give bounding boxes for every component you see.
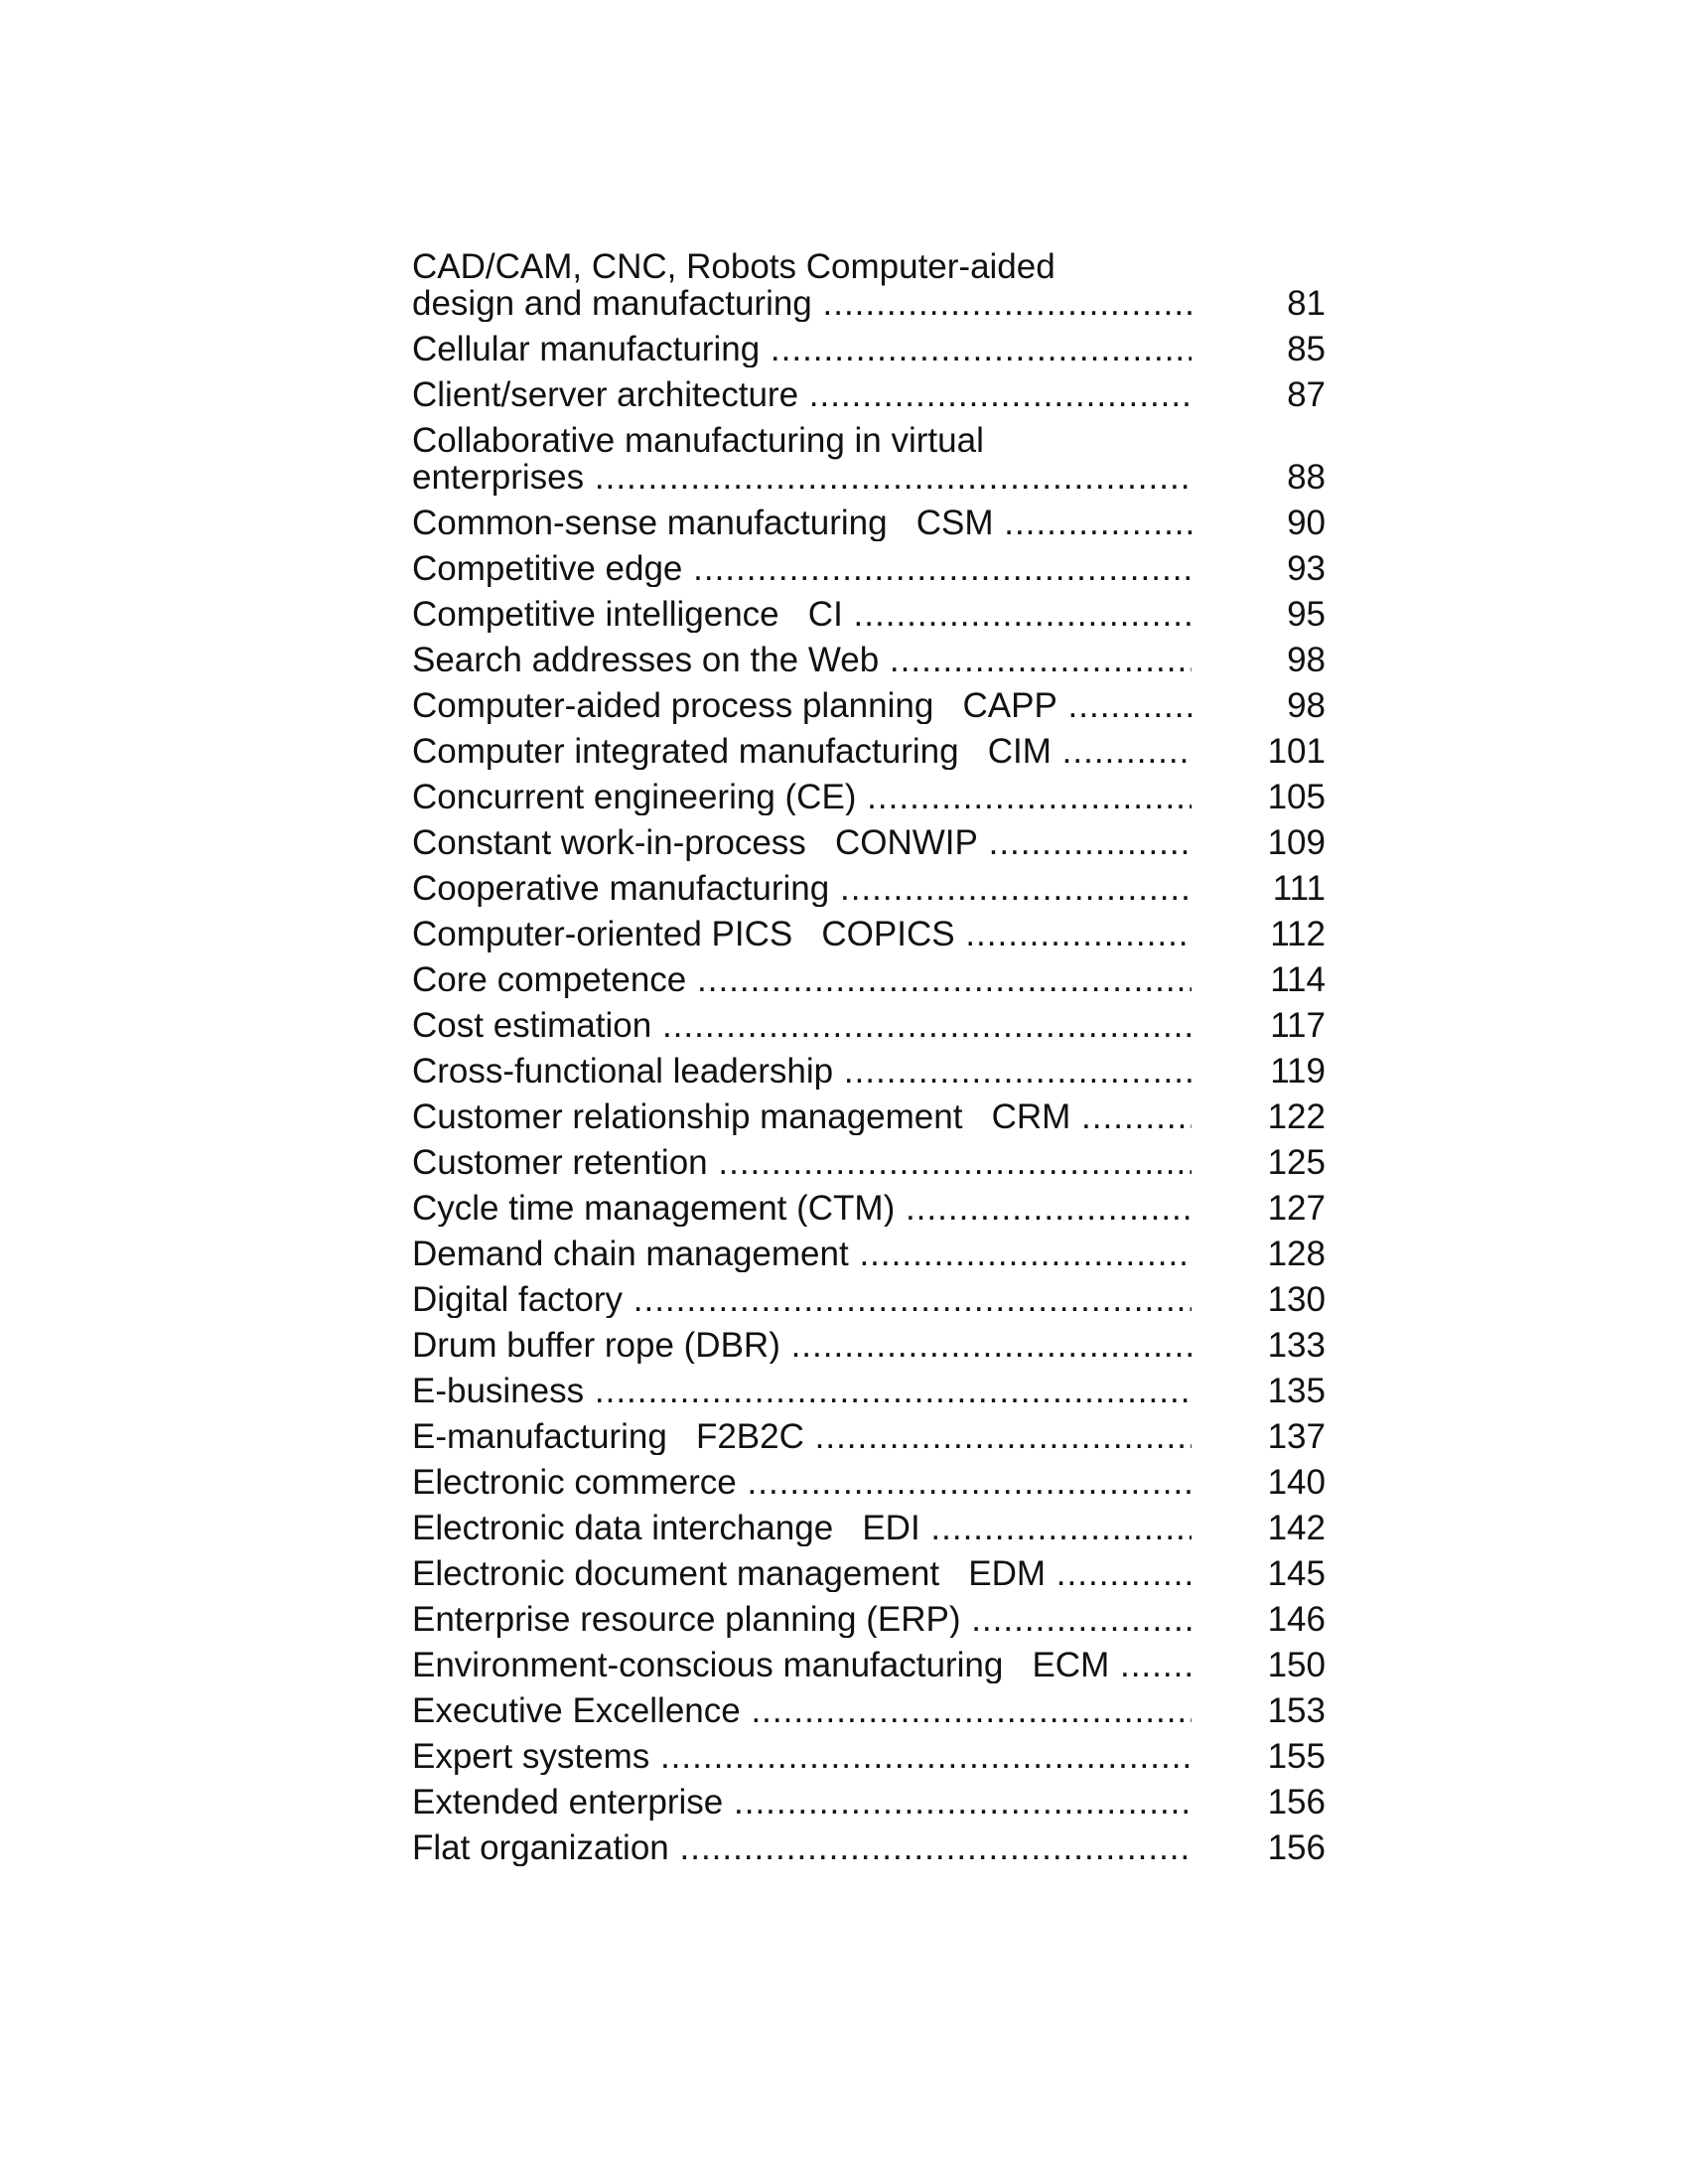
toc-entry-page: 98	[1287, 686, 1326, 725]
toc-entry-leader	[412, 1281, 1192, 1318]
toc-entry-leader	[412, 1784, 1192, 1820]
toc-entry-title: Cost estimation	[412, 1007, 652, 1044]
toc-entry-page: 130	[1267, 1280, 1326, 1319]
toc-entry-title: Common-sense manufacturing CSM	[412, 505, 994, 541]
toc-entry[interactable]	[412, 1190, 1326, 1227]
toc-entry-leader	[412, 331, 1192, 367]
toc-entry-leader	[412, 376, 1192, 413]
toc-entry-page: 153	[1267, 1691, 1326, 1730]
toc-entry-page: 114	[1270, 960, 1326, 999]
toc-entry[interactable]	[412, 1281, 1326, 1318]
toc-entry-page: 122	[1267, 1097, 1326, 1136]
toc-entry-leader	[412, 1144, 1192, 1181]
toc-entry-title: Cellular manufacturing	[412, 331, 761, 367]
toc-entry-title: E-business	[412, 1373, 585, 1409]
toc-entry-page: 156	[1267, 1783, 1326, 1821]
toc-entry-page: 87	[1287, 375, 1326, 414]
toc-entry-title: Executive Excellence	[412, 1692, 741, 1729]
toc-entry-title: Environment-conscious manufacturing ECM	[412, 1647, 1110, 1683]
toc-entry-title: Drum buffer rope (DBR)	[412, 1327, 780, 1364]
toc-entry-page: 105	[1267, 778, 1326, 816]
toc-entry-page: 112	[1270, 915, 1326, 953]
toc-entry-title: Customer relationship management CRM	[412, 1098, 1071, 1135]
toc-entry-leader	[412, 1190, 1192, 1227]
toc-entry-leader	[412, 916, 1192, 952]
toc-entry-page: 125	[1267, 1143, 1326, 1182]
toc-entry[interactable]	[412, 1510, 1326, 1546]
toc-entry[interactable]	[412, 1464, 1326, 1501]
toc-entry-leader	[412, 1464, 1192, 1501]
toc-entry-title: Electronic commerce	[412, 1464, 737, 1501]
toc-entry[interactable]	[412, 642, 1326, 678]
toc-entry[interactable]	[412, 1236, 1326, 1272]
toc-entry[interactable]	[412, 1601, 1326, 1638]
toc-entry-title: Cooperative manufacturing	[412, 870, 830, 907]
toc-entry-title: Cross-functional leadership	[412, 1053, 834, 1090]
toc-entry[interactable]	[412, 1098, 1326, 1135]
toc-entry[interactable]	[412, 870, 1326, 907]
toc-entry-page: 119	[1270, 1052, 1326, 1091]
toc-entry-leader	[412, 459, 1192, 496]
toc-entry-title: Computer-aided process planning CAPP	[412, 687, 1057, 724]
toc-entry-page: 85	[1287, 330, 1326, 368]
toc-entry-page: 109	[1267, 823, 1326, 862]
toc-entry[interactable]	[412, 916, 1326, 952]
toc-entry-page: 150	[1267, 1646, 1326, 1684]
toc-entry[interactable]	[412, 1053, 1326, 1090]
toc-entry-leader	[412, 285, 1192, 322]
toc-entry-leader	[412, 505, 1192, 541]
toc-entry-title: Core competence	[412, 961, 687, 998]
toc-entry-title: design and manufacturing	[412, 285, 812, 322]
toc-entry-page: 127	[1267, 1189, 1326, 1228]
toc-entry-page: 90	[1287, 504, 1326, 542]
toc-entry-title: Digital factory	[412, 1281, 624, 1318]
toc-entry-leader	[412, 1601, 1192, 1638]
toc-entry-leader	[412, 1738, 1192, 1775]
toc-entry[interactable]	[412, 1007, 1326, 1044]
toc-entry-leader	[412, 1236, 1192, 1272]
toc-entry-title-line1: Collaborative manufacturing in virtual	[412, 421, 984, 460]
toc-entry-leader	[412, 1692, 1192, 1729]
toc-entry-page: 135	[1267, 1372, 1326, 1410]
toc-entry-page: 146	[1267, 1600, 1326, 1639]
toc-entry-page: 133	[1267, 1326, 1326, 1365]
toc-entry-page: 142	[1267, 1509, 1326, 1547]
toc-entry[interactable]	[412, 1144, 1326, 1181]
toc-entry-leader	[412, 550, 1192, 587]
toc-entry-leader	[412, 1418, 1192, 1455]
toc-entry-title: E-manufacturing F2B2C	[412, 1418, 804, 1455]
toc-entry-title: enterprises	[412, 459, 585, 496]
toc-entry[interactable]	[412, 733, 1326, 770]
toc-entry-title: Extended enterprise	[412, 1784, 724, 1820]
toc-entry[interactable]	[412, 824, 1326, 861]
toc-entry[interactable]	[412, 1829, 1326, 1866]
toc-entry[interactable]	[412, 248, 1326, 322]
toc-entry-leader	[412, 779, 1192, 815]
toc-entry-leader	[412, 824, 1192, 861]
toc-entry-title: Electronic document management EDM	[412, 1555, 1047, 1592]
toc-entry-page: 88	[1287, 458, 1326, 497]
toc-entry-page: 156	[1267, 1828, 1326, 1867]
toc-entry[interactable]	[412, 1647, 1326, 1683]
toc-entry-leader	[412, 1007, 1192, 1044]
toc-entry[interactable]	[412, 550, 1326, 587]
toc-entry-title: Flat organization	[412, 1829, 669, 1866]
toc-entry-title: Cycle time management (CTM)	[412, 1190, 896, 1227]
toc-entry-page: 81	[1287, 284, 1326, 323]
toc-entry[interactable]	[412, 596, 1326, 633]
toc-entry[interactable]	[412, 1418, 1326, 1455]
toc-entry[interactable]	[412, 687, 1326, 724]
toc-entry[interactable]	[412, 331, 1326, 367]
toc-entry-title: Enterprise resource planning (ERP)	[412, 1601, 961, 1638]
toc-entry-leader	[412, 1327, 1192, 1364]
toc-entry-title: Competitive intelligence CI	[412, 596, 843, 633]
toc-entry-page: 155	[1267, 1737, 1326, 1776]
toc-entry-title: Electronic data interchange EDI	[412, 1510, 920, 1546]
toc-entry-page: 93	[1287, 549, 1326, 588]
toc-entry-title: Customer retention	[412, 1144, 708, 1181]
toc-entry-page: 101	[1267, 732, 1326, 771]
toc-entry[interactable]	[412, 961, 1326, 998]
toc-entry-leader	[412, 870, 1192, 907]
toc-entry-leader	[412, 596, 1192, 633]
toc-entry[interactable]	[412, 1373, 1326, 1409]
toc-entry[interactable]	[412, 1555, 1326, 1592]
toc-entry-title: Search addresses on the Web	[412, 642, 880, 678]
toc-entry[interactable]	[412, 1692, 1326, 1729]
toc-entry-title: Computer-oriented PICS COPICS	[412, 916, 955, 952]
toc-entry-page: 140	[1267, 1463, 1326, 1502]
toc-entry-leader	[412, 1098, 1192, 1135]
toc-entry-leader	[412, 687, 1192, 724]
toc-entry[interactable]	[412, 422, 1326, 496]
toc-entry-leader	[412, 961, 1192, 998]
toc-entry-leader	[412, 1373, 1192, 1409]
toc-entry-page: 117	[1270, 1006, 1326, 1045]
toc-entry[interactable]	[412, 376, 1326, 413]
toc-entry-leader	[412, 1053, 1192, 1090]
toc-entry-title: Competitive edge	[412, 550, 683, 587]
toc-entry-title: Constant work-in-process CONWIP	[412, 824, 978, 861]
toc-entry-leader	[412, 1647, 1192, 1683]
toc-entry-title: Concurrent engineering (CE)	[412, 779, 857, 815]
toc-entry-title: Expert systems	[412, 1738, 650, 1775]
toc-entry-page: 128	[1267, 1235, 1326, 1273]
toc-entry-leader	[412, 1829, 1192, 1866]
toc-entry-page: 145	[1267, 1554, 1326, 1593]
toc-entry-page: 137	[1267, 1417, 1326, 1456]
toc-entry-title: Computer integrated manufacturing CIM	[412, 733, 1052, 770]
toc-entry-page: 111	[1272, 869, 1326, 908]
toc-entry[interactable]	[412, 505, 1326, 541]
toc-entry[interactable]	[412, 1738, 1326, 1775]
toc-entry[interactable]	[412, 779, 1326, 815]
toc-entry-title: Demand chain management	[412, 1236, 849, 1272]
toc-entry-page: 98	[1287, 641, 1326, 679]
toc-entry-page: 95	[1287, 595, 1326, 634]
toc-entry[interactable]	[412, 1784, 1326, 1820]
table-of-contents	[412, 248, 1326, 1875]
toc-entry-title-line1: CAD/CAM, CNC, Robots Computer-aided	[412, 247, 1055, 286]
toc-entry-leader	[412, 1555, 1192, 1592]
toc-entry-leader	[412, 733, 1192, 770]
toc-entry-leader	[412, 642, 1192, 678]
toc-entry-title: Client/server architecture	[412, 376, 799, 413]
toc-entry-leader	[412, 1510, 1192, 1546]
toc-entry[interactable]	[412, 1327, 1326, 1364]
